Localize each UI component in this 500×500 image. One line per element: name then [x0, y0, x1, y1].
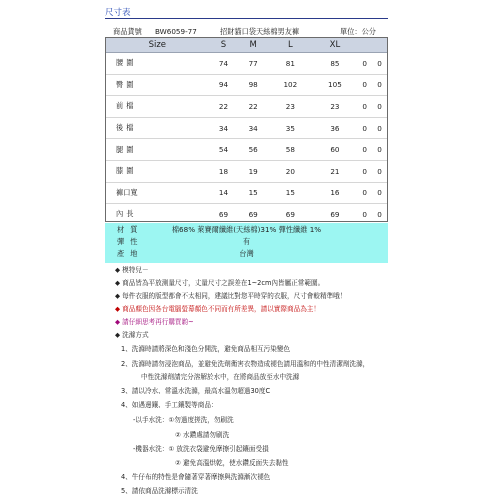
wash-item: 中性洗滌劑請完分溶解於水中，在將商品放至水中洗滌 [141, 373, 300, 381]
table-cell: 0 [372, 160, 387, 182]
table-cell: 35 [268, 117, 313, 139]
table-cell: 56 [238, 139, 268, 161]
table-cell: 74 [209, 53, 239, 75]
table-cell: 0 [357, 182, 372, 204]
origin-label: 產地 [117, 249, 144, 258]
elastic-label: 彈性 [117, 237, 144, 246]
title-divider [105, 18, 388, 19]
table-cell: 77 [238, 53, 268, 75]
table-cell: 102 [268, 74, 313, 96]
table-row [106, 204, 387, 225]
wash-item: ② 水鑽處請勿刷洗 [175, 431, 230, 439]
table-cell: 0 [372, 74, 387, 96]
table-cell: 69 [238, 204, 268, 225]
table-cell: 60 [313, 139, 358, 161]
table-cell: 23 [268, 96, 313, 118]
table-cell: 94 [209, 74, 239, 96]
table-cell: 0 [357, 139, 372, 161]
note-think: ◆ 請仔細思考再行購買喲~ [115, 318, 194, 326]
size-header-cell: M [238, 38, 268, 53]
row-label: 膝圍 [106, 160, 209, 182]
code-value: BW6059-77 [155, 27, 197, 36]
table-cell: 20 [268, 160, 313, 182]
page-title: 尺寸表 [105, 8, 131, 18]
material-value: 棉68% 萊賽爾纖維(天絲棉)31% 彈性纖維 1% [171, 225, 322, 234]
table-cell: 69 [268, 204, 313, 225]
table-cell: 34 [209, 117, 239, 139]
table-cell: 0 [372, 204, 387, 225]
table-cell: 0 [357, 160, 372, 182]
table-cell: 19 [238, 160, 268, 182]
table-cell: 21 [313, 160, 358, 182]
size-header-cell: Size [106, 38, 209, 53]
wash-item: -以手水洗：①勿過度搓洗，勿刷洗 [133, 416, 234, 424]
wash-item: 4、如遇邊鑲、手工鑲製等商品： [121, 401, 218, 409]
wash-item: 5、請依商品洗滌標示清洗 [121, 487, 198, 495]
origin-value: 台灣 [239, 249, 254, 258]
product-name: 招財貓口袋天絲棉男友褲 [220, 27, 300, 36]
table-cell: 34 [238, 117, 268, 139]
row-label: 腿圍 [106, 139, 209, 161]
table-cell: 85 [313, 53, 358, 75]
wash-item: 4、牛仔布的特性是會隨著穿著摩擦與洗滌漸次褪色 [121, 473, 271, 481]
table-cell: 0 [372, 96, 387, 118]
table-row [106, 139, 387, 161]
row-label: 褲口寬 [106, 182, 209, 204]
material-row [105, 225, 388, 237]
origin-row [105, 249, 388, 261]
table-cell: 23 [313, 96, 358, 118]
table-cell: 0 [357, 96, 372, 118]
table-cell: 0 [372, 117, 387, 139]
table-cell: 0 [372, 139, 387, 161]
table-cell: 15 [238, 182, 268, 204]
material-label: 材質 [117, 225, 144, 234]
table-cell: 69 [313, 204, 358, 225]
table-cell: 98 [238, 74, 268, 96]
table-row [106, 96, 387, 118]
note-wash-heading: ◆ 洗滌方式 [115, 331, 149, 339]
table-cell: 22 [209, 96, 239, 118]
table-cell: 18 [209, 160, 239, 182]
row-label: 腰圍 [106, 53, 209, 75]
table-cell: 16 [313, 182, 358, 204]
material-box [105, 223, 388, 263]
code-label: 商品貨號 [113, 27, 142, 36]
unit-label: 單位：公分 [340, 27, 376, 36]
note-color-warning: ◆ 商品顏色因各台電腦螢幕顏色不同而有所差異，請以實際商品為主！ [115, 305, 320, 313]
table-cell: 15 [268, 182, 313, 204]
size-header-cell: XL [313, 38, 358, 53]
row-label: 內長 [106, 204, 209, 225]
wash-item: -機器水洗：① 放洗衣袋避免摩擦引起鑲面受損 [133, 445, 269, 453]
table-cell: 36 [313, 117, 358, 139]
size-header-cell [357, 38, 372, 53]
table-cell: 0 [357, 53, 372, 75]
note-model: ◆ 模特兒－ [115, 266, 149, 274]
row-label: 臀圍 [106, 74, 209, 96]
table-cell: 105 [313, 74, 358, 96]
elastic-row [105, 237, 388, 249]
note-fit: ◆ 每件衣服的版型都會不太相同，建議比對您平時穿的衣服，尺寸會較精準哦！ [115, 292, 347, 300]
table-cell: 54 [209, 139, 239, 161]
note-measure: ◆ 商品皆為平放測量尺寸，丈量尺寸之誤差在1~2cm內皆屬正常範圍。 [115, 279, 325, 287]
size-header-cell [372, 38, 387, 53]
table-row [106, 160, 387, 182]
row-label: 後檔 [106, 117, 209, 139]
table-cell: 22 [238, 96, 268, 118]
table-cell: 0 [372, 53, 387, 75]
table-row [106, 117, 387, 139]
table-cell: 0 [357, 74, 372, 96]
wash-item: 3、請以冷水、常溫水洗滌，最高水溫勿超過30度C [121, 387, 271, 395]
size-header-cell: S [209, 38, 239, 53]
table-cell: 0 [372, 182, 387, 204]
table-cell: 14 [209, 182, 239, 204]
table-cell: 81 [268, 53, 313, 75]
elastic-value: 有 [242, 237, 251, 246]
table-row [106, 53, 387, 75]
size-header-row [106, 38, 387, 53]
size-table [106, 38, 387, 225]
size-header-cell: L [268, 38, 313, 53]
table-cell: 69 [209, 204, 239, 225]
wash-item: 1、洗滌時請將深色和淺色分開洗，避免商品相互污染變色 [121, 345, 291, 353]
wash-item: ② 避免高溫烘乾，使水鑽反面失去黏性 [175, 459, 289, 467]
table-cell: 58 [268, 139, 313, 161]
table-cell: 0 [357, 117, 372, 139]
table-row [106, 182, 387, 204]
table-cell: 0 [357, 204, 372, 225]
row-label: 前檔 [106, 96, 209, 118]
table-row [106, 74, 387, 96]
size-table-box [105, 37, 388, 222]
wash-item: 2、洗滌時請勿浸泡商品，並避免洗劑衛害衣物造成褪色請用溫和的中性清潔劑洗滌， [121, 360, 370, 368]
